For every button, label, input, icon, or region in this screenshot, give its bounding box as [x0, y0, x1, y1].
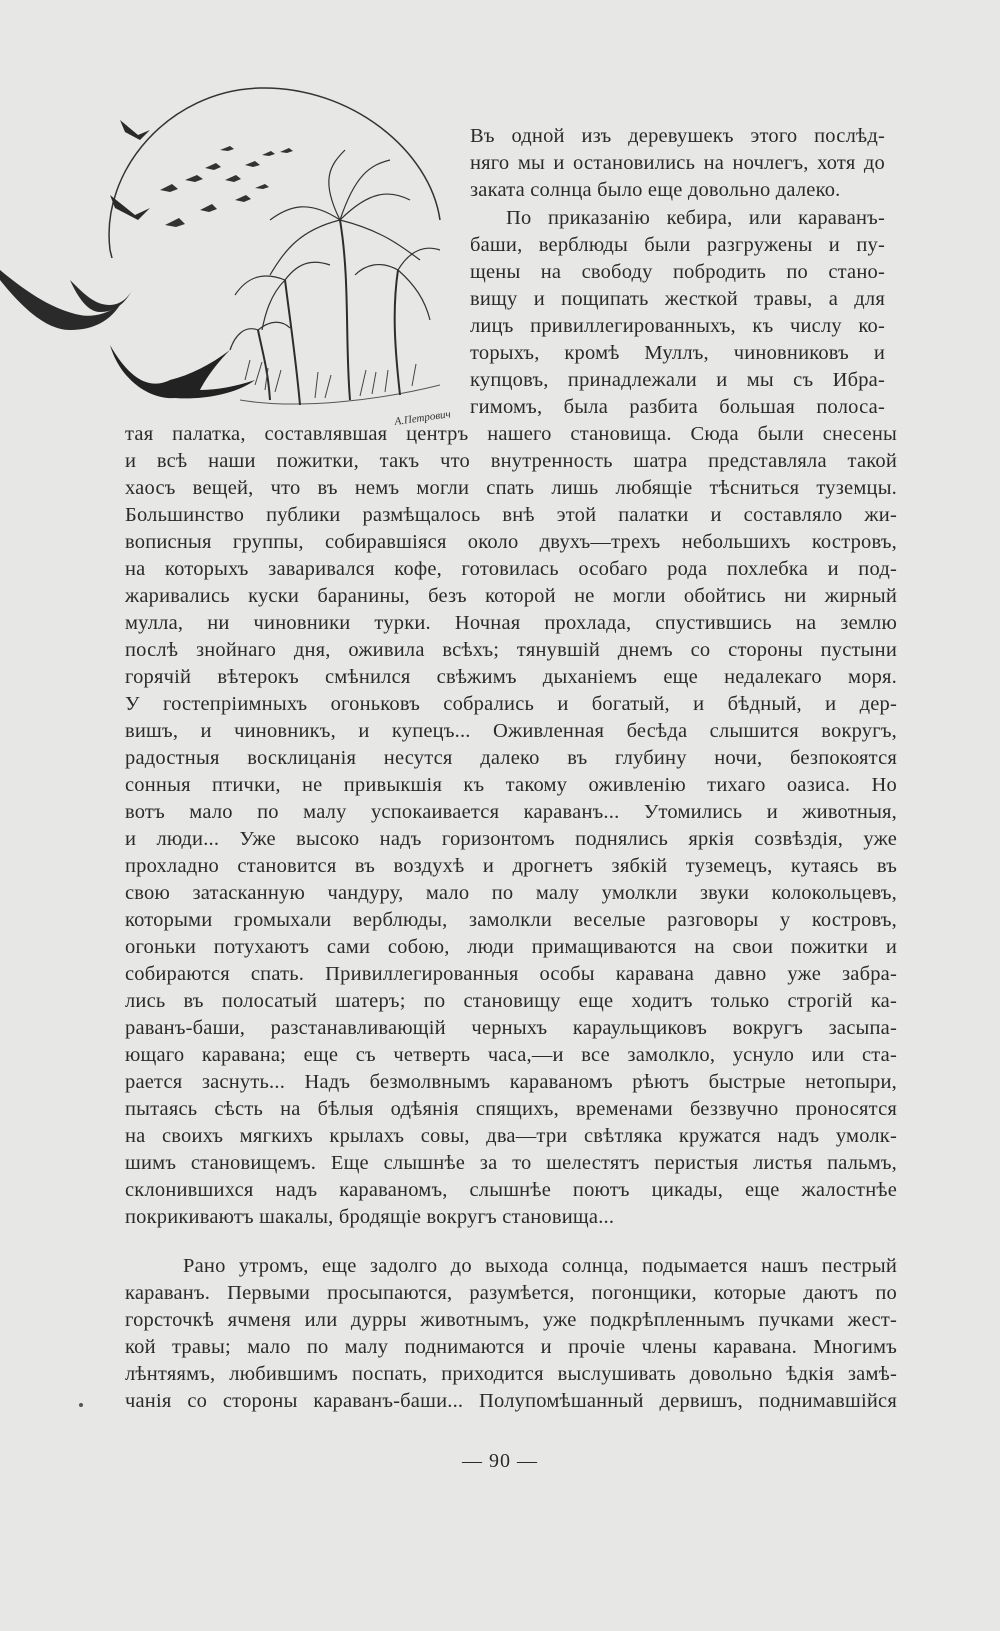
text-line: караванъ. Первыми просыпаются, разумѣется, погонщики, которые даютъ по: [125, 1282, 897, 1304]
text-line: раванъ-баши, разстанавливающій черныхъ караульщиковъ вокругъ засыпа-: [125, 1017, 897, 1039]
text-line: лись въ полосатый шатеръ; по становищу еще ходитъ только строгій ка-: [125, 990, 897, 1012]
text-line: свою затасканную чандуру, мало по малу умолкли звуки колокольцевъ,: [125, 882, 897, 904]
text-line: на своихъ мягкихъ крылахъ совы, два—три свѣтляка кружатся надъ умолк-: [125, 1125, 897, 1147]
text-line: щены на свободу побродить по стано-: [470, 261, 885, 283]
text-line: горячій вѣтерокъ смѣнился свѣжимъ дыханіемъ еще недалекаго моря.: [125, 666, 897, 688]
text-line: склонившихся надъ караваномъ, слышнѣе поютъ цикады, еще жалостнѣе: [125, 1179, 897, 1201]
swallows-and-palms-vignette-icon: [0, 80, 470, 440]
text-line: Большинство публики размѣщалось внѣ этой палатки и составляло жи-: [125, 504, 897, 526]
text-line: Рано утромъ, еще задолго до выхода солнца, подымается нашъ пестрый: [183, 1255, 897, 1277]
text-line: сонныя птички, не привыкшія къ такому оживленію тихаго оазиса. Но: [125, 774, 897, 796]
illustration-signature: А.Петрович: [393, 408, 452, 428]
text-line: на которыхъ заваривался кофе, готовилась особаго рода похлебка и под-: [125, 558, 897, 580]
text-line: вотъ мало по малу успокаивается караванъ... Утомились и животныя,: [125, 801, 897, 823]
text-line: лицъ привиллегированныхъ, къ числу ко-: [470, 315, 885, 337]
text-line: хаосъ вещей, что въ немъ могли спать лишь любящіе тѣсниться туземцы.: [125, 477, 897, 499]
text-line: огоньки потухаютъ сами собою, люди примащиваются на свои пожитки и: [125, 936, 897, 958]
text-line: чанія со стороны караванъ-баши... Полупомѣшанный дервишъ, поднимавшійся: [125, 1390, 897, 1412]
text-line: жаривались куски баранины, безъ которой не могли обойтись ни жирный: [125, 585, 897, 607]
text-line: гимомъ, была разбита большая полоса-: [470, 396, 885, 418]
text-line: послѣ знойнаго дня, оживила всѣхъ; тянувшій днемъ со стороны пустыни: [125, 639, 897, 661]
scan-speck: [79, 1403, 83, 1407]
text-line: Въ одной изъ деревушекъ этого послѣд-: [470, 125, 885, 147]
text-line: горсточкѣ ячменя или дурры животнымъ, уже подкрѣпленнымъ пучками жест-: [125, 1309, 897, 1331]
text-line: По приказанію кебира, или караванъ-: [506, 207, 885, 229]
text-line: заката солнца было еще довольно далеко.: [470, 179, 841, 201]
text-line: покрикиваютъ шакалы, бродящіе вокругъ становища...: [125, 1206, 615, 1228]
text-line: прохладно становится въ воздухѣ и дрогнетъ зябкій туземецъ, кутаясь въ: [125, 855, 897, 877]
text-line: пытаясь сѣсть на бѣлыя одѣянія спящихъ, временами беззвучно проносятся: [125, 1098, 897, 1120]
text-line: баши, верблюды были разгружены и пу-: [470, 234, 885, 256]
text-line: кой травы; мало по малу поднимаются и прочіе члены каравана. Многимъ: [125, 1336, 897, 1358]
text-line: мулла, ни чиновники турки. Ночная прохлада, спустившись на землю: [125, 612, 897, 634]
text-line: тая палатка, составлявшая центръ нашего становища. Сюда были снесены: [125, 423, 897, 445]
text-line: лѣнтяямъ, любившимъ поспать, приходится выслушивать довольно ѣдкія замѣ-: [125, 1363, 897, 1385]
text-line: няго мы и остановились на ночлегъ, хотя до: [470, 152, 885, 174]
text-line: радостныя восклицанія несутся далеко въ глубину ночи, безпокоятся: [125, 747, 897, 769]
text-line: торыхъ, кромѣ Муллъ, чиновниковъ и: [470, 342, 885, 364]
text-line: и люди... Уже высоко надъ горизонтомъ поднялись яркія созвѣздія, уже: [125, 828, 897, 850]
page-number: — 90 —: [462, 1450, 538, 1472]
text-line: шимъ становищемъ. Еще слышнѣе за то шелестятъ перистыя листья пальмъ,: [125, 1152, 897, 1174]
text-line: и всѣ наши пожитки, такъ что внутренность шатра представляла такой: [125, 450, 897, 472]
text-line: вописныя группы, собиравшіяся около двухъ—трехъ небольшихъ костровъ,: [125, 531, 897, 553]
text-line: рается заснуть... Надъ безмолвнымъ караваномъ рѣютъ быстрые нетопыри,: [125, 1071, 897, 1093]
text-line: вищу и пощипать жесткой травы, а для: [470, 288, 885, 310]
text-line: купцовъ, принадлежали и мы съ Ибра-: [470, 369, 885, 391]
text-line: которыми громыхали верблюды, замолкли веселые разговоры у костровъ,: [125, 909, 897, 931]
text-line: ющаго каравана; еще съ четверть часа,—и все замолкло, уснуло или ста-: [125, 1044, 897, 1066]
text-line: У гостепріимныхъ огоньковъ собрались и богатый, и бѣдный, и дер-: [125, 693, 897, 715]
text-line: собираются спать. Привиллегированныя особы каравана давно уже забра-: [125, 963, 897, 985]
text-line: вишъ, и чиновникъ, и купецъ... Оживленная бесѣда слышится вокругъ,: [125, 720, 897, 742]
